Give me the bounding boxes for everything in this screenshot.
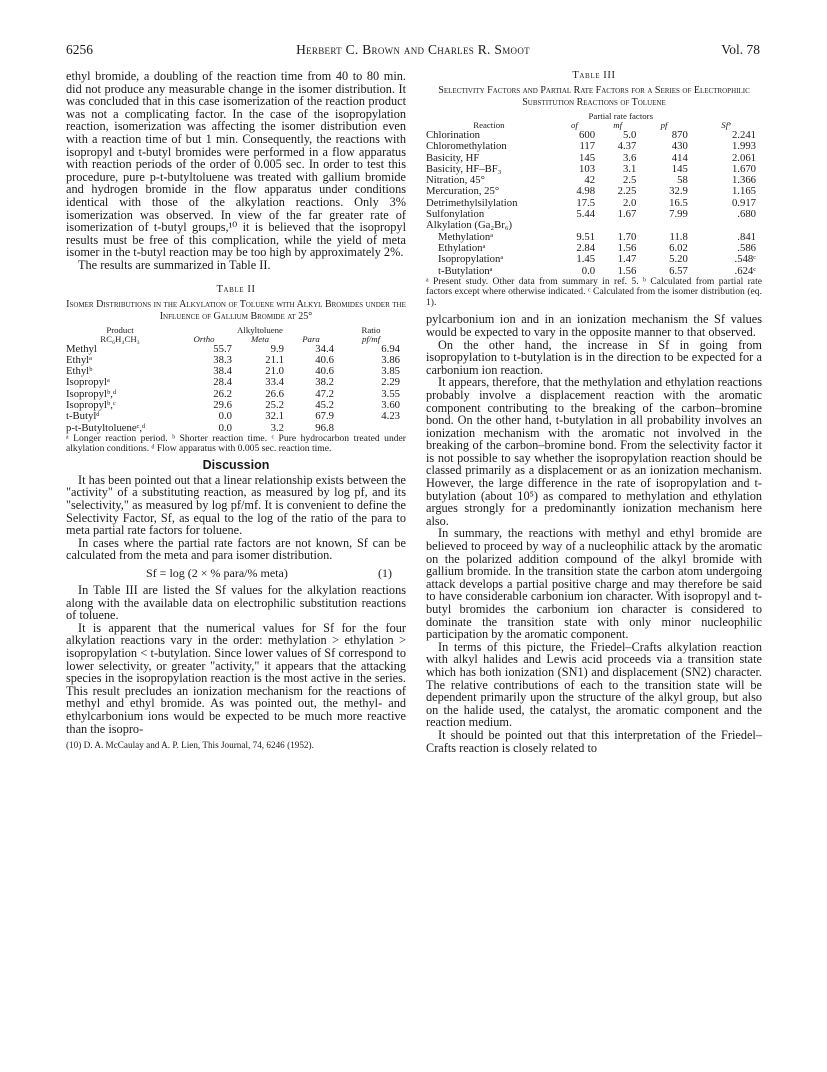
table-cell: 2.5 — [622, 174, 637, 187]
table-cell: t-Butylᵈ — [66, 410, 100, 423]
table-cell: .548ᶜ — [734, 253, 756, 266]
table-cell: 6.02 — [669, 241, 688, 254]
table-cell: 38.2 — [315, 376, 334, 389]
table-cell: 4.37 — [617, 140, 637, 153]
table-cell: 6.94 — [381, 342, 400, 355]
table-cell: Methyl — [66, 342, 97, 355]
table-cell: 1.993 — [731, 140, 756, 153]
table-row — [66, 389, 406, 400]
paragraph: In cases where the partial rate factors are not known, Sf can be calculated from the meta and para isomer distribution. — [66, 535, 406, 563]
table-row — [66, 366, 406, 377]
column-header: Para — [302, 333, 320, 344]
table-cell: 38.4 — [213, 365, 232, 378]
column-header: Product — [106, 324, 134, 335]
table-row — [426, 141, 762, 152]
table-cell: 29.6 — [213, 398, 232, 411]
table-cell: 4.23 — [381, 410, 400, 423]
table-cell — [597, 220, 638, 231]
paragraph: In terms of this picture, the Friedel–Crafts alkylation reaction with alkyl halides and Lewis acid proceeds via a transition state which has both ionization (SN1) and displacement (SN2) character. The relative contributions of each to the transition state will be dependent primarily upon the structure of the alkyl group, but also on the halide used, the catalyst, the aromatic component and the reaction medium. — [426, 639, 762, 730]
column-header: Reaction — [473, 120, 505, 130]
table-cell: 3.6 — [622, 151, 637, 164]
table-cell: 38.3 — [213, 353, 232, 366]
table-cell: 26.6 — [265, 387, 284, 400]
table-cell: 7.99 — [669, 208, 688, 221]
table-cell: 1.56 — [617, 264, 637, 277]
table-cell: Ethylᵃ — [66, 353, 93, 366]
column-header: Partial rate factors — [588, 111, 654, 121]
column-header: Meta — [250, 333, 270, 344]
table-cell: 2.0 — [622, 196, 637, 209]
table-cell: 5.44 — [576, 208, 596, 221]
paragraph: It is apparent that the numerical values for Sf for the four alkylation reactions vary in the order: methylation > ethylation > isopropylation < t-butylation. Since lower values of Sf correspond to lower selectivity, or greater "activity," it appears that the attacking species in the isopropylation reaction is the most active in the series. This result precludes an ionization mechanism for the reactions of methyl and ethyl bromide. As was pointed out, the methyl- and ethylcarbonium ions would be expected to be much more reactive than the isopro- — [66, 620, 406, 736]
table-cell: 2.84 — [576, 241, 596, 254]
table-cell: Basicity, HF–BF₃ — [426, 162, 502, 175]
paragraph: It appears, therefore, that the methylation and ethylation reactions probably involve a displacement reaction with the aromatic component contributing to the breaking of the carbon–bromine bond. On the other hand, t-butylation in all probability involves an ionization mechanism with the aromatic not involved in the breaking of the carbon–bromine bond. From the selectivity factor it is not possible to say whether the isopropylation reaction should be classed primarily as a displacement or as an ionization mechanism. However, the large difference in the rate of isopropylation and t-butylation (about 10⁵) as compared to methylation and ethylation argues strongly for a predominantly ionization mechanism here also. — [426, 375, 762, 528]
table-cell: Detrimethylsilylation — [426, 196, 518, 209]
footnote-reference: (10) D. A. McCaulay and A. P. Lien, This Journal, 74, 6246 (1952). — [66, 740, 314, 751]
left-column — [66, 70, 406, 759]
table-cell: 32.1 — [265, 410, 284, 423]
table-cell: 117 — [579, 140, 596, 153]
table-cell: Isopropylationᵃ — [438, 253, 504, 266]
equation — [66, 566, 406, 580]
table-cell: 0.0 — [581, 264, 596, 277]
column-header: pf/mf — [361, 333, 381, 344]
paragraph: It should be pointed out that this interpretation of the Friedel–Crafts reaction is closely related to — [426, 727, 762, 755]
column-header: Ratio — [361, 324, 381, 335]
table-row — [66, 400, 406, 411]
table-cell: 1.670 — [731, 162, 756, 175]
table-cell: .841 — [737, 230, 756, 243]
running-authors: Herbert C. Brown and Charles R. Smoot — [296, 42, 530, 57]
table-cell: Chloromethylation — [426, 140, 507, 153]
table-cell — [552, 220, 597, 231]
table-cell: 1.70 — [617, 230, 637, 243]
paragraph: In Table III are listed the Sf values for the alkylation reactions along with the available data on electrophilic substitution reactions of toluene. — [66, 583, 406, 623]
table-cell: 40.6 — [315, 353, 334, 366]
table-cell: Nitration, 45° — [426, 174, 485, 187]
table-cell: Basicity, HF — [426, 151, 480, 164]
table-cell — [638, 220, 690, 231]
table-cell: Isopropylᵇ,ᶜ — [66, 398, 116, 411]
table-cell: Isopropylᵃ — [66, 376, 110, 389]
table-row — [426, 254, 762, 265]
table-cell: 145 — [579, 151, 596, 164]
selectivity-factor-table — [426, 112, 762, 277]
table-cell: 4.98 — [576, 185, 596, 198]
column-header: Alkyltoluene — [237, 324, 283, 335]
table-cell: 25.2 — [265, 398, 284, 411]
paragraph: ethyl bromide, a doubling of the reaction time from 40 to 80 min. did not produce any measurable change in the isomer distribution. It was concluded that in this case isomerization of the reaction product was not a complicating factor. In the case of the isopropylation reaction, isomerization was affecting the isomer distribution even with a reaction time of but 1 min. Consequently, the reactions with isopropyl and t-butyl bromides were performed in a flow apparatus with reaction periods of the order of 0.005 sec. In order to test this procedure, pure p-t-butyltoluene was treated with gallium bromide and hydrogen bromide in the flow apparatus under conditions identical with those of the alkylation reactions. Only 3% isomerization was observed. In view of the far greater rate of isomerization of t-butyl groups,¹⁰ it is believed that the isopropyl results must be free of this complication, while the yield of meta isomer in the t-butyl reaction may be too high by approximately 2%. — [66, 69, 406, 260]
table-cell: 17.5 — [576, 196, 596, 209]
table-cell: 414 — [671, 151, 688, 164]
table-cell: .586 — [737, 241, 756, 254]
table-cell: 0.917 — [731, 196, 756, 209]
table-cell: .680 — [737, 208, 756, 221]
table-cell: 430 — [671, 140, 688, 153]
table-label: Table II — [216, 283, 256, 295]
table-cell: 0.0 — [218, 421, 232, 434]
table-cell: Chlorination — [426, 129, 481, 141]
table-cell: Alkylation (Ga₂Br₆) — [426, 219, 513, 232]
table-cell: 33.4 — [265, 376, 284, 389]
table-cell: 3.55 — [381, 387, 400, 400]
column-header: pf — [660, 120, 668, 130]
table-row — [66, 344, 406, 355]
table-cell: 21.0 — [265, 365, 284, 378]
paragraph: It has been pointed out that a linear relationship exists between the "activity" of a substituting reaction, as measured by log pf, and its "selectivity," as measured by log pf/mf. It is convenient to define the Selectivity Factor, Sf, as equal to the log of the ratio of the para to meta partial rate factors for toluene. — [66, 472, 406, 538]
table-caption: Isomer Distributions in the Alkylation of Toluene with Alkyl Bromides under the Influence of Gallium Bromide at 25° — [66, 298, 406, 322]
table-cell: 45.2 — [315, 398, 334, 411]
table-cell: 0.0 — [218, 410, 232, 423]
table-cell: 3.1 — [622, 162, 637, 175]
table-row — [66, 411, 406, 422]
table-cell: 3.60 — [381, 398, 400, 411]
table-cell: 3.2 — [270, 421, 284, 434]
table-cell — [690, 220, 762, 231]
table-cell: 67.9 — [315, 410, 334, 423]
table-cell: 1.45 — [576, 253, 596, 266]
table-caption: Selectivity Factors and Partial Rate Factors for a Series of Electrophilic Substitution Reactions of Toluene — [438, 85, 750, 108]
table-cell: 1.165 — [731, 185, 756, 198]
table-cell: 47.2 — [315, 387, 334, 400]
table-cell: 6.57 — [669, 264, 688, 277]
table-cell: 5.20 — [669, 253, 688, 266]
table-cell: 11.8 — [669, 230, 688, 243]
column-header: Sfᵇ — [721, 120, 731, 130]
right-column — [426, 70, 762, 754]
table-cell: 1.47 — [617, 253, 637, 266]
table-cell: 3.86 — [381, 353, 400, 366]
table-cell: 42 — [584, 174, 596, 187]
running-header — [66, 42, 760, 60]
table-cell: 34.4 — [315, 342, 334, 355]
column-header: mf — [613, 120, 623, 130]
paragraph: pylcarbonium ion and in an ionization mechanism the Sf values would be expected to vary in the opposite manner to that observed. — [426, 312, 762, 339]
table-cell: 40.6 — [315, 365, 334, 378]
page-number: 6256 — [66, 42, 93, 57]
table-cell: 16.5 — [669, 196, 688, 209]
table-cell: 3.85 — [381, 365, 400, 378]
table-cell: 9.51 — [576, 230, 596, 243]
table-cell: 2.061 — [731, 151, 756, 164]
table-row — [66, 355, 406, 366]
table-cell: Mercuration, 25° — [426, 185, 500, 198]
table-cell: 1.67 — [617, 208, 637, 221]
table-cell: p-t-Butyltolueneᶜ,ᵈ — [66, 421, 146, 434]
equation-number: (1) — [378, 566, 392, 581]
table-cell: 2.29 — [381, 376, 400, 389]
column-header: RC₆H₄CH₃ — [100, 333, 140, 344]
table-cell: 58 — [677, 174, 688, 187]
paragraph: On the other hand, the increase in Sf in going from isopropylation to t-butylation is in the direction to be expected for a carbonium ion reaction. — [426, 337, 762, 377]
table-cell: 145 — [671, 162, 688, 175]
table-cell: Isopropylᵇ,ᵈ — [66, 387, 117, 400]
paragraph: The results are summarized in Table II. — [78, 257, 271, 272]
table-cell: Ethylᵇ — [66, 365, 93, 378]
volume-label: Vol. 78 — [721, 42, 760, 57]
table-cell: 28.4 — [213, 376, 232, 389]
table-cell: 26.2 — [213, 387, 232, 400]
table-cell: 2.25 — [617, 185, 637, 198]
table-footnotes: ᵃ Longer reaction period. ᵇ Shorter reaction time. ᶜ Pure hydrocarbon treated under alkylation conditions. ᵈ Flow apparatus with 0.005 sec. reaction time. — [66, 432, 406, 455]
paragraph: In summary, the reactions with methyl and ethyl bromide are believed to proceed by way of a nucleophilic attack by the aromatic on the polarized addition compound of the alkyl bromide with gallium bromide. In the transition state the carbon atom undergoing attack develops a partial positive charge and may therefore be said to have considerable carbonium ion character. With isopropyl and t-butyl bromides the carbonium ion character is considered to dominate the transition state with only minor nucleophilic participation by the aromatic component. — [426, 526, 762, 642]
table-footnotes: ᵃ Present study. Other data from summary in ref. 5. ᵇ Calculated from partial rate factors except where otherwise indicated. ᶜ Calculated from the isomer distribution (eq. 1). — [426, 275, 762, 308]
table-cell: t-Butylationᵃ — [438, 264, 493, 277]
table-cell: 2.241 — [731, 129, 756, 141]
column-header: Ortho — [193, 333, 215, 344]
table-cell: 9.9 — [270, 342, 284, 355]
table-cell: 55.7 — [213, 342, 232, 355]
table-cell: 1.366 — [731, 174, 756, 187]
isomer-distribution-table — [66, 326, 406, 434]
table-cell: 32.9 — [669, 185, 688, 198]
table-cell: 870 — [671, 129, 688, 141]
table-row — [66, 377, 406, 388]
table-cell: 96.8 — [315, 421, 334, 434]
table-label: Table III — [572, 70, 616, 81]
table-cell: 1.56 — [617, 241, 637, 254]
table-row — [426, 220, 762, 231]
table-cell: 5.0 — [622, 129, 637, 141]
table-cell: 21.1 — [265, 353, 284, 366]
table-cell: Ethylationᵃ — [438, 241, 486, 254]
column-header: of — [570, 120, 578, 130]
table-cell: Methylationᵃ — [438, 230, 494, 243]
table-cell: .624ᶜ — [734, 264, 756, 277]
section-heading: Discussion — [202, 457, 270, 472]
equation-text: Sf = log (2 × % para/% meta) — [146, 566, 288, 581]
table-cell: 600 — [579, 129, 596, 141]
table-cell: 103 — [579, 162, 596, 175]
table-cell: Sulfonylation — [426, 208, 485, 221]
